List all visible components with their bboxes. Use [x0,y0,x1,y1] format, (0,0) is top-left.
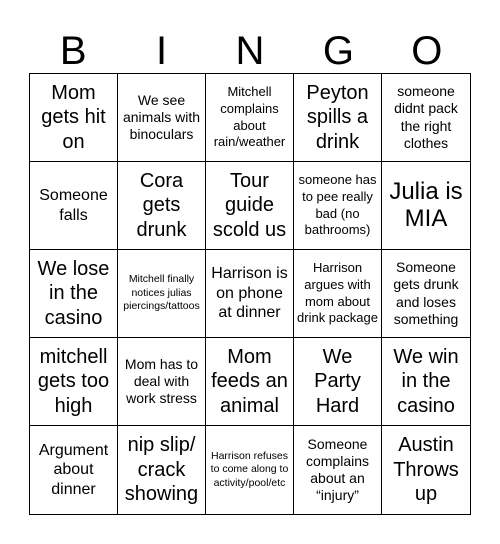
cell-text: someone has to pee really bad (no bathrooms) [298,172,377,238]
bingo-cell-r4c1[interactable] [30,338,118,426]
cell-text: Mom gets hit on [41,81,106,153]
bingo-cell-r4c3[interactable] [206,338,294,426]
cell-text: Harrison refuses to come along to activity/pool/etc [210,449,289,489]
cell-text: Peyton spills a drink [306,81,369,153]
bingo-cell-r3c4[interactable] [294,250,382,338]
cell-text: We win in the casino [393,345,459,417]
cell-text: We Party Hard [314,345,361,417]
bingo-cell-r5c1[interactable] [30,426,118,514]
bingo-cell-r5c3[interactable] [206,426,294,514]
header-letter-o: O [411,29,443,73]
cell-text: Austin Throws up [393,434,459,506]
cell-text: Julia is MIA [389,178,463,232]
bingo-cell-r3c2[interactable] [118,250,206,338]
bingo-cell-r2c5[interactable] [382,162,470,250]
cell-text: nip slip/ crack showing [124,434,199,506]
bingo-cell-r1c5[interactable] [382,74,470,162]
header-letter-g: G [322,29,354,73]
cell-text: Harrison argues with mom about drink package [297,260,378,326]
bingo-cell-r5c5[interactable] [382,426,470,514]
cell-text: Argument about dinner [38,441,109,498]
cell-text: mitchell gets too high [37,345,110,417]
cell-text: Someone complains about an “injury” [305,435,370,504]
bingo-cell-r2c3[interactable] [206,162,294,250]
bingo-board [29,73,471,515]
bingo-cell-r1c2[interactable] [118,74,206,162]
bingo-cell-r1c4[interactable] [294,74,382,162]
bingo-header [29,28,471,74]
cell-text: Mitchell complains about rain/weather [213,84,286,150]
bingo-cell-r1c3[interactable] [206,74,294,162]
cell-text: Someone gets drunk and loses something [393,259,459,327]
bingo-cell-r4c4[interactable] [294,338,382,426]
bingo-cell-r4c2[interactable] [118,338,206,426]
bingo-cell-r3c3[interactable] [206,250,294,338]
bingo-cell-r1c1[interactable] [30,74,118,162]
bingo-cell-r5c4[interactable] [294,426,382,514]
cell-text: someone didnt pack the right clothes [394,83,458,151]
cell-text: We see animals with binoculars [122,91,201,143]
cell-text: Tour guide scold us [212,169,287,241]
bingo-cell-r2c2[interactable] [118,162,206,250]
cell-text: Mitchell finally notices julias piercings/tattoos [123,273,200,313]
bingo-cell-r4c5[interactable] [382,338,470,426]
header-letter-b: B [59,29,87,73]
cell-text: Harrison is on phone at dinner [211,265,288,322]
bingo-cell-r3c5[interactable] [382,250,470,338]
bingo-cell-r2c4[interactable] [294,162,382,250]
header-letter-i: I [156,29,168,73]
cell-text: We lose in the casino [37,257,110,329]
bingo-cell-r5c2[interactable] [118,426,206,514]
cell-text: Mom has to deal with work stress [124,355,199,407]
bingo-cell-r2c1[interactable] [30,162,118,250]
cell-text: Mom feeds an animal [211,345,288,417]
cell-text: Someone falls [39,186,108,224]
bingo-cell-r3c1[interactable] [30,250,118,338]
header-letter-n: N [235,29,265,73]
cell-text: Cora gets drunk [136,169,187,241]
